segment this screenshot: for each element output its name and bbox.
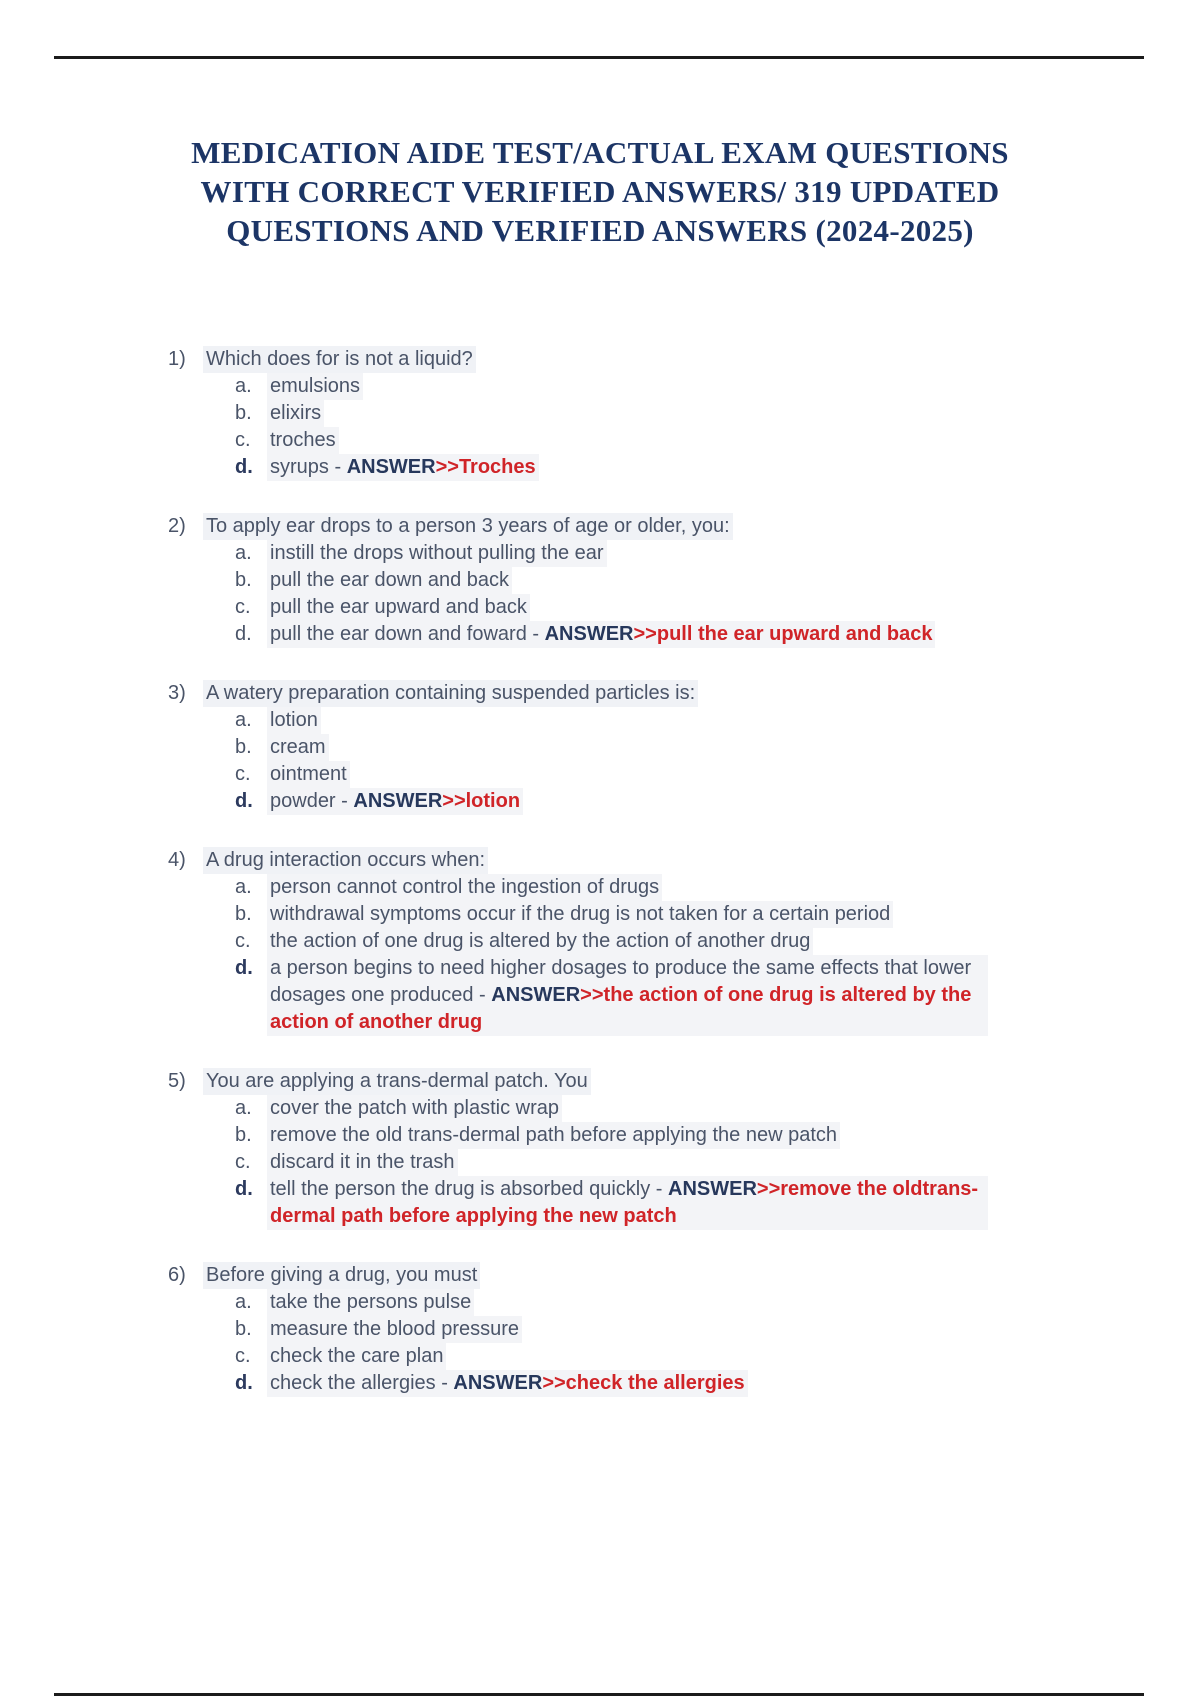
option-letter: c. <box>235 1151 251 1173</box>
answer-label: ANSWER <box>453 1372 543 1394</box>
option-prefix-text: tell the person the drug is absorbed quickly - <box>270 1178 668 1200</box>
option-text <box>267 761 350 788</box>
question-number: 2) <box>168 515 186 537</box>
option-prefix-text: syrups - <box>270 456 347 478</box>
option-row <box>235 1289 1028 1316</box>
question-line <box>168 847 1028 874</box>
option-text <box>267 1176 988 1230</box>
option-list <box>235 1095 1028 1230</box>
option-row <box>235 707 1028 734</box>
option-letter: c. <box>235 1345 251 1367</box>
option-row <box>235 761 1028 788</box>
question-text: A drug interaction occurs when: <box>203 847 488 874</box>
option-letter: b. <box>235 1124 252 1146</box>
option-text <box>267 373 363 400</box>
question-line <box>168 680 1028 707</box>
option-prefix-text: troches <box>270 429 336 451</box>
option-letter: d. <box>235 1372 253 1394</box>
answer-text: >>remove the oldtrans-dermal path before applying the new patch <box>270 1178 979 1227</box>
option-letter: d. <box>235 456 253 478</box>
option-letter: a. <box>235 1097 252 1119</box>
option-letter: a. <box>235 876 252 898</box>
option-letter: a. <box>235 375 252 397</box>
option-row <box>235 928 1028 955</box>
option-letter: a. <box>235 1291 252 1313</box>
option-row <box>235 1316 1028 1343</box>
option-row <box>235 734 1028 761</box>
option-row <box>235 400 1028 427</box>
option-prefix-text: cream <box>270 736 326 758</box>
option-row <box>235 1149 1028 1176</box>
option-row <box>235 621 1028 648</box>
option-letter: a. <box>235 542 252 564</box>
question-number: 6) <box>168 1264 186 1286</box>
option-letter: c. <box>235 763 251 785</box>
option-text <box>267 1149 458 1176</box>
answer-text: >>pull the ear upward and back <box>633 623 933 645</box>
option-list <box>235 707 1028 815</box>
answer-text: >>lotion <box>442 790 521 812</box>
option-prefix-text: pull the ear down and back <box>270 569 510 591</box>
question-line <box>168 1068 1028 1095</box>
option-row <box>235 1370 1028 1397</box>
option-text <box>267 1316 522 1343</box>
option-row <box>235 1343 1028 1370</box>
question-line <box>168 513 1028 540</box>
option-prefix-text: pull the ear down and foward - <box>270 623 545 645</box>
option-text <box>267 1122 840 1149</box>
option-letter: c. <box>235 596 251 618</box>
option-letter: a. <box>235 709 252 731</box>
question-number: 3) <box>168 682 186 704</box>
question-item <box>168 680 1028 815</box>
option-row <box>235 1095 1028 1122</box>
option-prefix-text: withdrawal symptoms occur if the drug is not taken for a certain period <box>270 903 891 925</box>
question-item <box>168 513 1028 648</box>
document-title-line-2: WITH CORRECT VERIFIED ANSWERS/ 319 UPDATED <box>200 174 1000 209</box>
option-prefix-text: emulsions <box>270 375 361 397</box>
bottom-border-rule <box>54 1693 1144 1696</box>
option-text <box>267 1095 562 1122</box>
option-letter: d. <box>235 790 253 812</box>
option-text <box>267 621 935 648</box>
option-prefix-text: remove the old trans-dermal path before applying the new patch <box>270 1124 838 1146</box>
question-text: You are applying a trans-dermal patch. You <box>203 1068 591 1095</box>
question-text: Before giving a drug, you must <box>203 1262 480 1289</box>
answer-label: ANSWER <box>346 456 436 478</box>
option-letter: c. <box>235 930 251 952</box>
option-prefix-text: discard it in the trash <box>270 1151 455 1173</box>
question-text: Which does for is not a liquid? <box>203 346 476 373</box>
option-prefix-text: take the persons pulse <box>270 1291 472 1313</box>
option-text <box>267 955 988 1036</box>
option-row <box>235 874 1028 901</box>
option-prefix-text: cover the patch with plastic wrap <box>270 1097 560 1119</box>
option-prefix-text: ointment <box>270 763 347 785</box>
question-item <box>168 1068 1028 1230</box>
option-prefix-text: the action of one drug is altered by the action of another drug <box>270 930 811 952</box>
option-text <box>267 454 539 481</box>
option-prefix-text: powder - <box>270 790 354 812</box>
question-number: 4) <box>168 849 186 871</box>
option-text <box>267 594 530 621</box>
option-letter: b. <box>235 402 252 424</box>
question-text: To apply ear drops to a person 3 years of age or older, you: <box>203 513 733 540</box>
top-border-rule <box>54 56 1144 59</box>
option-row <box>235 1122 1028 1149</box>
question-number: 5) <box>168 1070 186 1092</box>
option-text <box>267 788 523 815</box>
option-row <box>235 1176 1028 1230</box>
option-row <box>235 901 1028 928</box>
option-list <box>235 373 1028 481</box>
option-text <box>267 400 324 427</box>
option-row <box>235 788 1028 815</box>
option-text <box>267 928 813 955</box>
option-prefix-text: instill the drops without pulling the ear <box>270 542 604 564</box>
option-prefix-text: a person begins to need higher dosages to produce the same effects that lower dosages one produced - <box>270 957 972 1006</box>
document-title-line-3: QUESTIONS AND VERIFIED ANSWERS (2024-2025) <box>226 213 974 248</box>
question-item <box>168 847 1028 1036</box>
option-prefix-text: lotion <box>270 709 318 731</box>
question-list <box>168 346 1028 1429</box>
document-title-line-1: MEDICATION AIDE TEST/ACTUAL EXAM QUESTIONS <box>191 135 1009 170</box>
option-list <box>235 1289 1028 1397</box>
option-row <box>235 955 1028 1036</box>
option-text <box>267 567 512 594</box>
option-letter: c. <box>235 429 251 451</box>
question-line <box>168 346 1028 373</box>
option-prefix-text: check the care plan <box>270 1345 444 1367</box>
option-letter: b. <box>235 569 252 591</box>
option-row <box>235 540 1028 567</box>
answer-label: ANSWER <box>544 623 634 645</box>
answer-label: ANSWER <box>668 1178 757 1200</box>
answer-text: >>Troches <box>435 456 536 478</box>
option-letter: b. <box>235 903 252 925</box>
answer-label: ANSWER <box>491 984 581 1006</box>
option-prefix-text: person cannot control the ingestion of drugs <box>270 876 660 898</box>
answer-label: ANSWER <box>353 790 443 812</box>
option-prefix-text: measure the blood pressure <box>270 1318 520 1340</box>
option-list <box>235 540 1028 648</box>
option-text <box>267 874 662 901</box>
option-row <box>235 373 1028 400</box>
option-text <box>267 901 893 928</box>
answer-text: >>check the allergies <box>542 1372 745 1394</box>
option-text <box>267 1370 748 1397</box>
option-row <box>235 594 1028 621</box>
option-row <box>235 567 1028 594</box>
option-text <box>267 1289 474 1316</box>
question-text: A watery preparation containing suspended particles is: <box>203 680 698 707</box>
question-item <box>168 346 1028 481</box>
option-list <box>235 874 1028 1036</box>
document-title <box>80 133 1120 250</box>
option-row <box>235 454 1028 481</box>
option-text <box>267 734 329 761</box>
option-prefix-text: check the allergies - <box>270 1372 454 1394</box>
question-item <box>168 1262 1028 1397</box>
option-text <box>267 540 607 567</box>
option-letter: b. <box>235 1318 252 1340</box>
question-number: 1) <box>168 348 186 370</box>
option-prefix-text: pull the ear upward and back <box>270 596 527 618</box>
option-text <box>267 427 339 454</box>
option-letter: d. <box>235 1178 253 1200</box>
question-line <box>168 1262 1028 1289</box>
option-letter: d. <box>235 957 253 979</box>
option-prefix-text: elixirs <box>270 402 322 424</box>
option-letter: b. <box>235 736 252 758</box>
option-letter: d. <box>235 623 252 645</box>
answer-text: >>the action of one drug is altered by the action of another drug <box>270 984 972 1033</box>
option-text <box>267 707 321 734</box>
option-text <box>267 1343 446 1370</box>
option-row <box>235 427 1028 454</box>
